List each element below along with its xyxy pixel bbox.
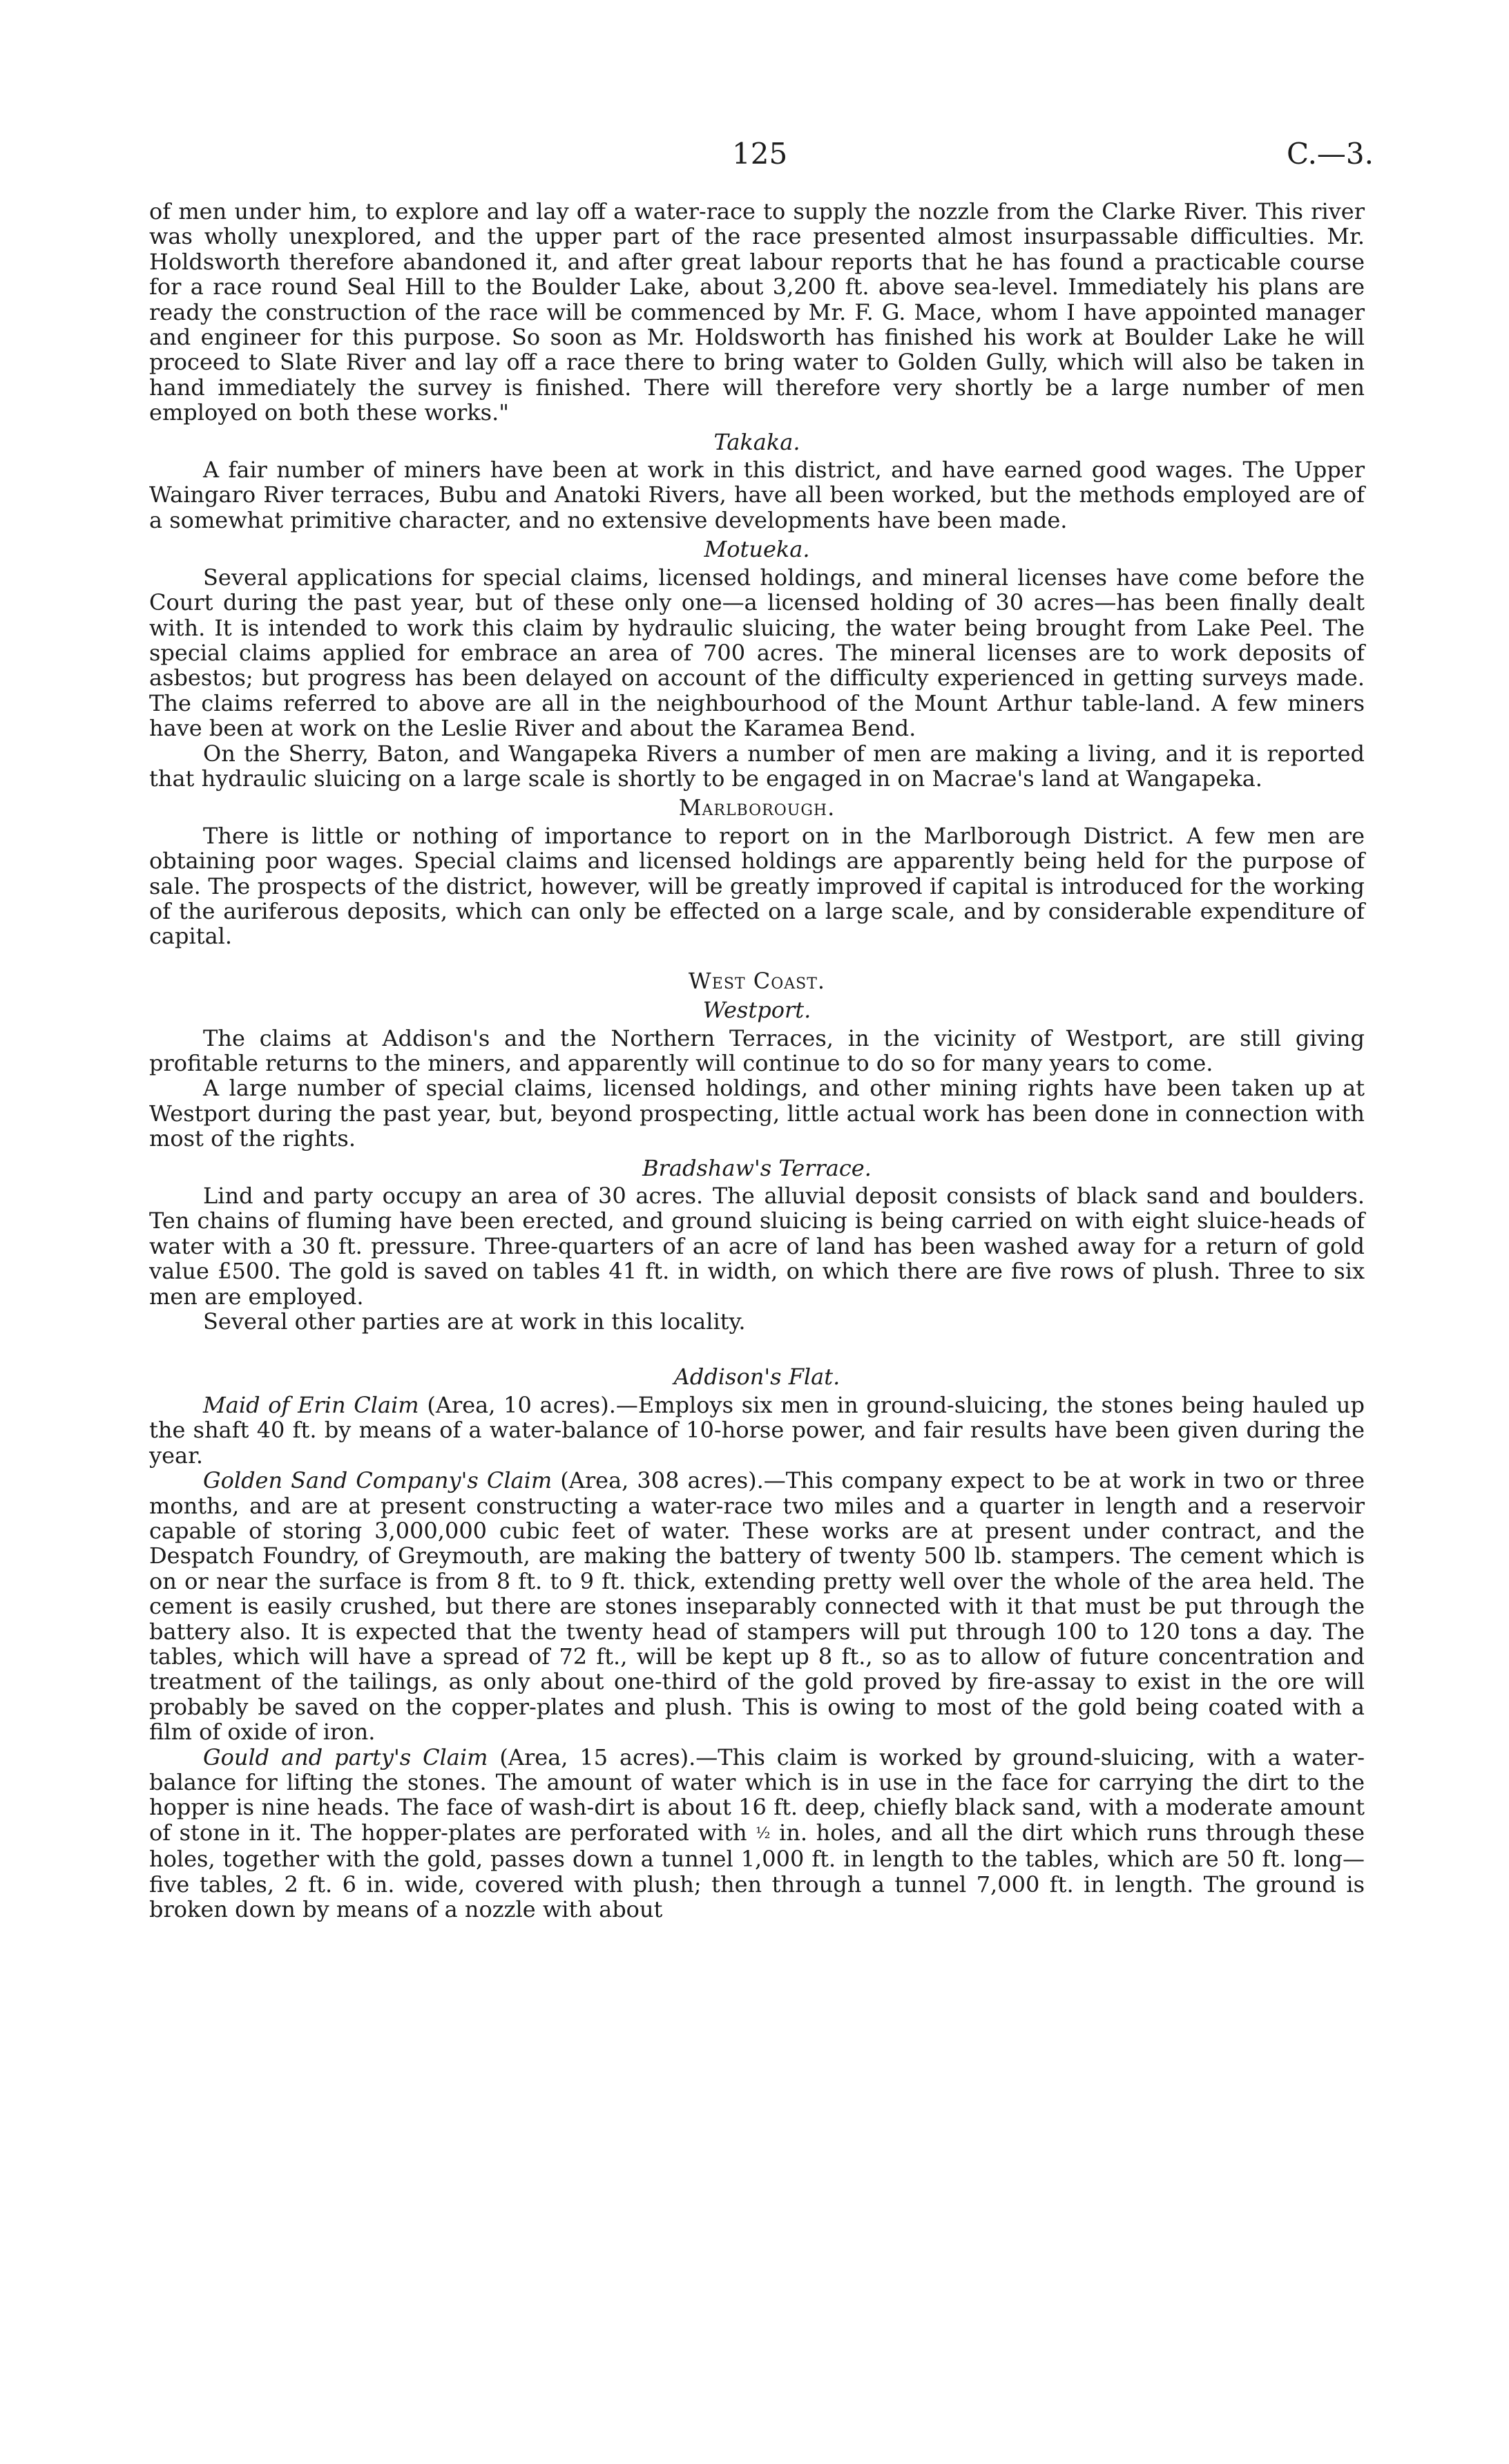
claim-text-golden-sand: (Area, 308 acres).—This company expect to be at work in two or three months, and are at present constructing a water-race two miles and a quarter in length and a reservoir capable of storing 3,000,000 cubic feet of water. These works are at present under contract, and the Despatch Foundry, of Greymouth, are making the battery of twenty 500 lb. stampers. The cement which is on or near the surface is from 8 ft. to 9 ft. thick, extending pretty well over the whole of the area held. The cement is easily crushed, but there are stones inseparably connected with it that must be put through the battery also. It is expected that the twenty head of stampers will put through 100 to 120 tons a day. The tables, which will have a spread of 72 ft., will be kept up 8 ft., so as to allow of future concentration and treatment of the tailings, as only about one-third of the gold proved by fire-assay to exist in the ore will probably be saved on the copper-plates and plush. This is owing to most of the gold being coated with a film of oxide of iron. [149,1467,1365,1746]
document-reference: C.—3. [1286,137,1374,171]
heading-motueka: Motueka. [704,536,810,563]
claim-text-gould-a: (Area, 15 acres).—This claim is worked by ground-sluicing, with a water-balance for lifting the stones. The amount of water which is in use in the face for carrying the dirt to the hopper is nine heads. The face of wash-dirt is about 16 ft. deep, chiefly black sand, with a moderate amount of stone in it. The hopper-plates are perforated with [149,1744,1365,1846]
fraction-half: ½ [756,1824,771,1842]
heading-addisons-flat: Addison's Flat. [673,1364,840,1391]
paragraph-marlborough: There is little or nothing of importance to report on in the Marlborough District. A few men are obtaining poor wages. Special claims and licensed holdings are apparently being held for the purpose of sale. The prospects of the district, however, will be greatly improved if capital is introduced for the working of the auriferous deposits, which can only be effected on a large scale, and by considerable expenditure of capital. [149,822,1365,950]
paragraph-intro: of men under him, to explore and lay off a water-race to supply the nozzle from the Clarke River. This river was wholly unexplored, and the upper part of the race presented almost insurpassable difficulties. Mr. Holdsworth therefore abandoned it, and after great labour reports that he has found a practicable course for a race round Seal Hill to the Boulder Lake, about 3,200 ft. above sea-level. Immediately his plans are ready the construction of the race will be commenced by Mr. F. G. Mace, whom I have appointed manager and engineer for this purpose. So soon as Mr. Holdsworth has finished his work at Boulder Lake he will proceed to Slate River and lay off a race there to bring water to Golden Gully, which will also be taken in hand immediately the survey is finished. There will therefore very shortly be a large number of men employed on both these works." [149,198,1365,426]
paragraph-takaka: A fair number of miners have been at work in this district, and have earned good wages. The Upper Waingaro River terraces, Bubu and Anatoki Rivers, have all been worked, but the methods employed are of a somewhat primitive character, and no extensive developments have been made. [149,457,1365,533]
claim-text-gould-b: in. holes, and all the dirt which runs through these holes, together with the gold, passes down a tunnel 1,000 ft. in length to the tables, which are 50 ft. long—five tables, 2 ft. 6 in. wide, covered with plush; then through a tunnel 7,000 ft. in length. The ground is broken down by means of a nozzle with about [149,1819,1365,1922]
claim-text-maid-of-erin: (Area, 10 acres).—Employs six men in ground-sluicing, the stones being hauled up the shaft 40 ft. by means of a water-balance of 10-horse power, and fair results have been given during the year. [149,1391,1365,1469]
paragraph-maid-of-erin [149,1393,1365,1468]
paragraph-gould-and-party [149,1745,1365,1922]
page-number: 125 [732,137,788,171]
claim-title-golden-sand: Golden Sand Company's Claim [203,1467,552,1494]
heading-bradshaws-terrace: Bradshaw's Terrace. [642,1154,872,1181]
paragraph-westport-2: A large number of special claims, licensed holdings, and other mining rights have been taken up at Westport during the past year, but, beyond prospecting, little actual work has been done in connection with most of the rights. [149,1075,1365,1152]
paragraph-bradshaw-1: Lind and party occupy an area of 30 acres. The alluvial deposit consists of black sand and boulders. Ten chains of fluming have been erected, and ground sluicing is being carried on with eight sluice-heads of water with a 30 ft. pressure. Three-quarters of an acre of land has been washed away for a return of gold value £500. The gold is saved on tables 41 ft. in width, on which there are five rows of plush. Three to six men are employed. [149,1183,1365,1310]
heading-west-coast: West Coast. [688,967,826,994]
heading-takaka: Takaka. [713,428,800,455]
claim-title-maid-of-erin: Maid of Erin Claim [203,1391,419,1418]
claim-title-gould: Gould and party's Claim [203,1744,488,1770]
paragraph-westport-1: The claims at Addison's and the Northern Terraces, in the vicinity of Westport, are still giving profitable returns to the miners, and apparently will continue to do so for many years to come. [149,1024,1365,1076]
paragraph-motueka-2: On the Sherry, Baton, and Wangapeka Rivers a number of men are making a living, and it is reported that hydraulic sluicing on a large scale is shortly to be engaged in on Macrae's land at Wangapeka. [149,740,1365,792]
heading-marlborough: Marlborough. [678,794,836,821]
heading-westport: Westport. [702,997,811,1024]
paragraph-motueka-1: Several applications for special claims, licensed holdings, and mineral licenses have come before the Court during the past year, but of these only one—a licensed holding of 30 acres—has been finally dealt with. It is intended to work this claim by hydraulic sluicing, the water being brought from Lake Peel. The special claims applied for embrace an area of 700 acres. The mineral licenses are to work deposits of asbestos; but progress has been delayed on account of the difficulty experienced in getting surveys made. The claims referred to above are all in the neighbourhood of the Mount Arthur table-land. A few miners have been at work on the Leslie River and about the Karamea Bend. [149,564,1365,742]
body-text [149,199,1365,1922]
paragraph-bradshaw-2: Several other parties are at work in this locality. [203,1308,746,1335]
paragraph-golden-sand [149,1468,1365,1744]
